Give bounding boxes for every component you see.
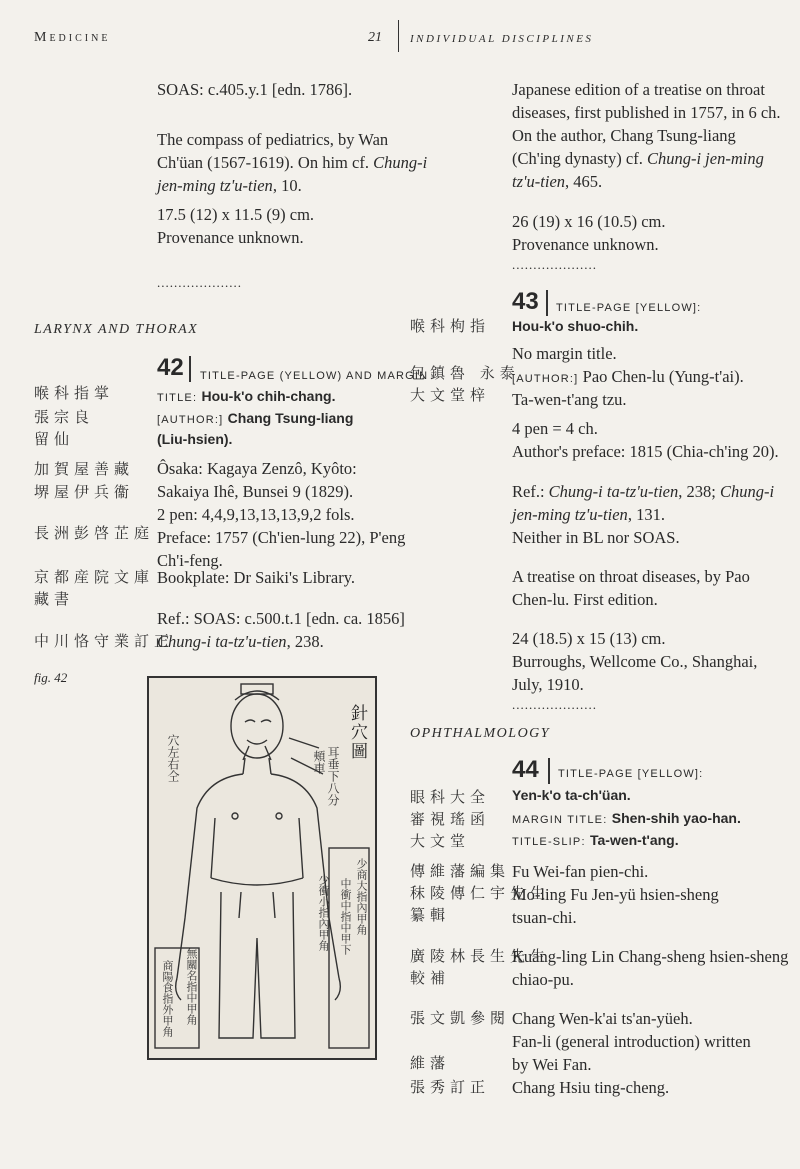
chinese-publisher-44: 大文堂 — [410, 832, 471, 850]
entry-44-title: Yen-k'o ta-ch'üan. — [512, 787, 631, 803]
entry-42-preface-1: Preface: 1757 (Ch'ien-lung 22), P'eng — [157, 528, 406, 547]
left-top-size: 17.5 (12) x 11.5 (9) cm. — [157, 205, 315, 224]
figure-title: 針穴圖 — [347, 704, 367, 761]
right-top-l5: tz'u-tien, 465. — [512, 172, 603, 191]
right-top-separator: .................... — [512, 257, 597, 272]
figure-label-shaochong: 少衝小指內甲角 — [317, 874, 330, 951]
entry-44-c4: Chang Hsiu ting-cheng. — [512, 1078, 670, 1097]
entry-44-b1: Kuang-ling Lin Chang-sheng hsien-sheng — [512, 947, 789, 966]
entry-43-margin: No margin title. — [512, 344, 617, 363]
chinese-a2: 秣陵傳仁宇先生 — [410, 884, 551, 902]
entry-42-ref-2: Chung-i ta-tz'u-tien, 238. — [157, 632, 324, 651]
entry-44-c1: Chang Wen-k'ai ts'an-yüeh. — [512, 1009, 693, 1028]
right-top-l2: diseases, first published in 1757, in 6 ch. — [512, 103, 781, 122]
chinese-c1: 張文凱參閱 — [410, 1009, 511, 1027]
figure-label-cheek: 頰車 — [312, 750, 326, 774]
chinese-margin-title-44: 審視瑤函 — [410, 810, 491, 828]
right-top-provenance: Provenance unknown. — [512, 235, 659, 254]
left-top-desc-3: jen-ming tz'u-tien, 10. — [157, 176, 302, 195]
entry-42-author-2: (Liu-hsien). — [157, 431, 233, 447]
entry-43-pen: 4 pen = 4 ch. — [512, 419, 598, 438]
entry-44-caption: TITLE-PAGE [YELLOW]: — [558, 768, 704, 780]
chinese-publisher-1: 加賀屋善藏 — [34, 460, 135, 478]
entry-44-title-slip: TITLE-SLIP: Ta-wen-t'ang. — [512, 832, 679, 848]
entry-42-author: [AUTHOR:] Chang Tsung-liang — [157, 410, 354, 426]
figure-label-guanchong: 無關名指中甲角 — [185, 948, 198, 1025]
figure-label-shaoshang: 少商大指內甲角 — [355, 858, 368, 935]
section-heading-larynx: LARYNX AND THORAX — [34, 322, 199, 337]
chinese-b2: 較補 — [410, 969, 451, 987]
chinese-author-43: 包鎮魯 永泰 — [410, 364, 520, 382]
right-top-l3: On the author, Chang Tsung-liang — [512, 126, 736, 145]
entry-44-number: 44 — [512, 756, 539, 783]
running-header-left: Medicine — [34, 30, 111, 45]
chinese-c3: 張秀訂正 — [410, 1078, 491, 1096]
running-header-right: INDIVIDUAL DISCIPLINES — [410, 33, 594, 45]
entry-43-provenance-1: Burroughs, Wellcome Co., Shanghai, — [512, 652, 758, 671]
chinese-bookplate-1: 京都産院文庫 — [34, 568, 155, 586]
entry-43-ref: Ref.: Chung-i ta-tz'u-tien, 238; Chung-i — [512, 482, 775, 501]
left-top-desc-1: The compass of pediatrics, by Wan — [157, 130, 389, 149]
entry-43-caption: TITLE-PAGE [YELLOW]: — [556, 302, 702, 314]
entry-42-number: 42 — [157, 354, 184, 381]
entry-44-a2: Mo-ling Fu Jen-yü hsien-sheng — [512, 885, 719, 904]
entry-43-desc-1: A treatise on throat diseases, by Pao — [512, 567, 750, 586]
entry-43-rule — [546, 290, 548, 316]
chinese-a3: 纂輯 — [410, 906, 451, 924]
entry-43-title: Hou-k'o shuo-chih. — [512, 318, 639, 334]
figure-side-label: 穴左右仝 — [166, 734, 180, 782]
entry-42-title: TITLE: Hou-k'o chih-chang. — [157, 388, 336, 404]
entry-43-author: [AUTHOR:] Pao Chen-lu (Yung-t'ai). — [512, 367, 744, 386]
figure-42-acupuncture-chart — [147, 676, 377, 1060]
chinese-c2: 維藩 — [410, 1054, 451, 1072]
entry-44-margin-title: MARGIN TITLE: Shen-shih yao-han. — [512, 810, 741, 826]
figure-label-shangyang: 商陽食指外甲角 — [161, 960, 174, 1037]
chinese-author-42: 張宗良 — [34, 408, 95, 426]
chinese-style-name-42: 留仙 — [34, 430, 75, 448]
figure-label-zhongchong: 中衝中指中甲下 — [339, 878, 352, 955]
entry-43-desc-2: Chen-lu. First edition. — [512, 590, 658, 609]
entry-43-number: 43 — [512, 288, 539, 315]
entry-44-c3: by Wei Fan. — [512, 1055, 592, 1074]
figure-label: fig. 42 — [34, 670, 68, 685]
entry-42-preface-2: Ch'i-feng. — [157, 551, 223, 570]
entry-43-separator: .................... — [512, 697, 597, 712]
entry-42-bookplate: Bookplate: Dr Saiki's Library. — [157, 568, 356, 587]
chinese-b1: 廣陵林長生先生 — [410, 947, 551, 965]
left-top-desc-2: Ch'üan (1567-1619). On him cf. Chung-i — [157, 153, 428, 172]
page-number: 21 — [368, 30, 382, 45]
chinese-ref: 中川恪守業訂正 — [34, 632, 175, 650]
chinese-a1: 傳維藩編集 — [410, 862, 511, 880]
chinese-title-43: 喉科枸指 — [410, 317, 491, 335]
left-top-separator: .................... — [157, 275, 242, 290]
chinese-title-42: 喉科指掌 — [34, 384, 115, 402]
entry-43-preface: Author's preface: 1815 (Chia-ch'ing 20). — [512, 442, 779, 461]
right-top-size: 26 (19) x 16 (10.5) cm. — [512, 212, 666, 231]
entry-43-size: 24 (18.5) x 15 (13) cm. — [512, 629, 666, 648]
entry-44-a1: Fu Wei-fan pien-chi. — [512, 862, 649, 881]
header-divider — [398, 20, 399, 52]
entry-44-rule — [548, 758, 550, 784]
entry-42-publisher-2: Sakaiya Ihê, Bunsei 9 (1829). — [157, 482, 354, 501]
chinese-publisher-2: 堺屋伊兵衞 — [34, 483, 135, 501]
entry-44-c2: Fan-li (general introduction) written — [512, 1032, 751, 1051]
entry-43-author-2: Ta-wen-t'ang tzu. — [512, 390, 627, 409]
entry-43-provenance-2: July, 1910. — [512, 675, 584, 694]
chinese-publisher-43: 大文堂梓 — [410, 386, 491, 404]
section-heading-ophthalmology: OPHTHALMOLOGY — [410, 726, 551, 741]
chinese-title-44: 眼科大全 — [410, 788, 491, 806]
entry-44-a3: tsuan-chi. — [512, 908, 577, 927]
right-top-l1: Japanese edition of a treatise on throat — [512, 80, 765, 99]
chinese-preface: 長洲彭啓芷庭 — [34, 524, 155, 542]
entry-42-collation: 2 pen: 4,4,9,13,13,13,9,2 fols. — [157, 505, 355, 524]
right-top-l4: (Ch'ing dynasty) cf. Chung-i jen-ming — [512, 149, 764, 168]
left-top-provenance: Provenance unknown. — [157, 228, 304, 247]
entry-44-b2: chiao-pu. — [512, 970, 574, 989]
entry-42-publisher-1: Ôsaka: Kagaya Zenzô, Kyôto: — [157, 459, 357, 478]
entry-42-rule — [189, 356, 191, 382]
entry-43-ref-2: jen-ming tz'u-tien, 131. — [512, 505, 665, 524]
entry-42-caption: TITLE-PAGE (YELLOW) AND MARGIN — [200, 370, 429, 382]
figure-label-ear: 耳垂下八分 — [326, 746, 340, 806]
entry-42-ref-1: Ref.: SOAS: c.500.t.1 [edn. ca. 1856] — [157, 609, 405, 628]
entry-43-neither: Neither in BL nor SOAS. — [512, 528, 680, 547]
chinese-bookplate-2: 藏書 — [34, 590, 75, 608]
left-top-ref: SOAS: c.405.y.1 [edn. 1786]. — [157, 80, 353, 99]
